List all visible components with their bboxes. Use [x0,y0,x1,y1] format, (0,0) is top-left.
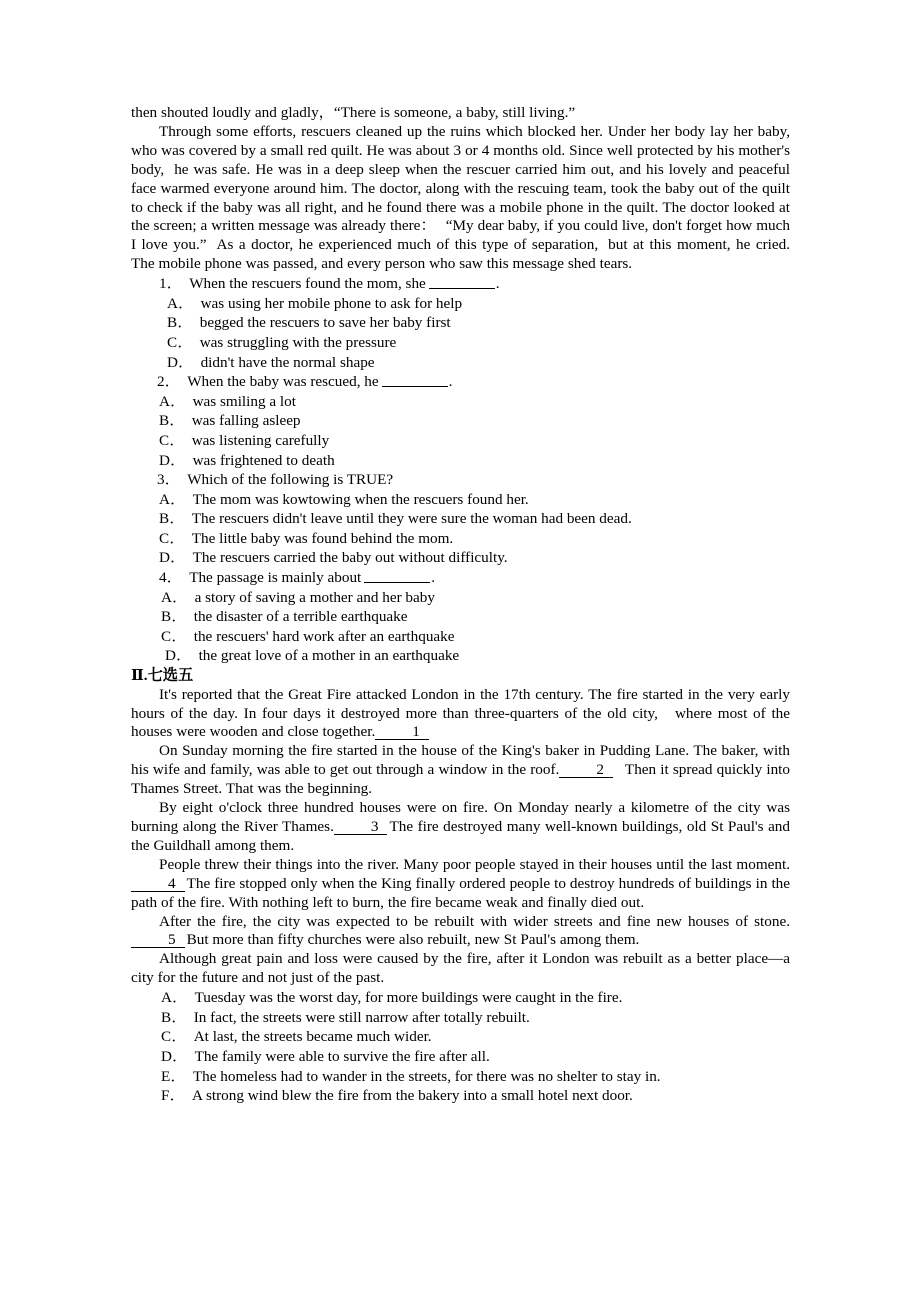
fire-paragraph-4 [131,856,790,913]
fire-p4-part2: The fire stopped only when the King finally ordered people to destroy hundreds of buildings in the path of the fire. With nothing left to burn, the fire became weak and finally died out. [131,874,790,911]
option-label: B． [159,412,185,430]
fire-paragraph-3 [131,799,790,856]
option-label: D． [161,1047,188,1065]
fire-paragraph-6 [131,950,790,988]
option-label: B． [161,608,187,626]
question-3-number: 3． [157,471,181,489]
section-two-option-b[interactable] [131,1008,790,1028]
question-4-option-b[interactable] [131,607,790,627]
question-4-option-c[interactable] [131,627,790,647]
passage-paragraph-2 [131,123,790,274]
option-text: was struggling with the pressure [199,333,397,351]
section-two-option-d[interactable] [131,1047,790,1067]
fire-p6-text: Although great pain and loss were caused by the fire, after it London was rebuilt as a better place—a city for the future and not just of the past. [131,950,790,987]
question-4-number: 4． [159,569,183,587]
option-text: At last, the streets became much wider. [193,1028,432,1046]
question-4-option-a[interactable] [131,588,790,608]
option-text: The homeless had to wander in the streets, for there was no shelter to stay in. [192,1067,661,1085]
option-text: begged the rescuers to save her baby first [199,314,451,332]
passage-p2-part3: As a doctor, he experienced much of this type of separation, [216,236,599,254]
section-two-heading: Ⅱ.七选五 [131,667,194,685]
question-3-option-d[interactable] [131,548,790,568]
fire-blank-3[interactable]: 3 [334,819,388,835]
section-two-option-a[interactable] [131,988,790,1008]
question-3-text: Which of the following is TRUE? [187,471,394,489]
passage-continuation-text: then shouted loudly and gladly，“There is someone, a baby, still living.” [131,104,576,121]
passage-p2-part2: he was safe. He was in a deep sleep when the rescuer carried him out, and his lovely and peaceful face warmed everyone around him. The doctor, along with the rescuing team, took the baby out of the quilt to check if the baby was all right, and he found there was a mobile phone in the quilt. The doctor looked at the screen; a written message was already there： [131,160,790,235]
fire-paragraph-1 [131,686,790,743]
question-1-stem [131,274,790,294]
question-4-stem [131,568,790,588]
fire-p3-part1: By eight o'clock three hundred houses were on fire. On Monday nearly a kilometre of the city was burning along the River Thames. [131,799,790,835]
question-2-answer-blank[interactable] [382,374,448,387]
question-3-stem [131,470,790,490]
option-text: The little baby was found behind the mom. [191,529,454,547]
question-1-option-c[interactable] [131,333,790,353]
option-text: a story of saving a mother and her baby [194,588,435,606]
fire-p4-part1: People threw their things into the river. Many poor people stayed in their houses until the last moment. [159,855,790,873]
fire-blank-2[interactable]: 2 [559,762,613,778]
question-2-option-a[interactable] [131,392,790,412]
option-label: A． [161,588,188,606]
option-label: D． [165,647,192,665]
passage-p2-quote: “My dear baby, if you could live, don't forget how much I love you.” [131,217,790,254]
option-text: The rescuers carried the baby out without difficulty. [192,549,508,567]
option-text: The mom was kowtowing when the rescuers found her. [192,490,529,508]
option-label: B． [159,510,185,528]
option-text: was listening carefully [191,431,330,449]
question-1-text: When the rescuers found the mom, she [189,275,426,293]
question-3-option-a[interactable] [131,490,790,510]
option-label: A． [167,294,194,312]
fire-p2-part2: Then it spread quickly into Thames Street. That was the beginning. [131,761,790,798]
option-label: C． [161,627,187,645]
section-two-option-f[interactable] [131,1086,790,1106]
option-text: A strong wind blew the fire from the bakery into a small hotel next door. [192,1087,633,1105]
question-1-option-d[interactable] [131,353,790,373]
option-text: was smiling a lot [192,392,296,410]
option-label: B． [167,314,193,332]
fire-blank-5[interactable]: 5 [131,932,185,948]
option-label: A． [159,392,186,410]
question-2-stem [131,372,790,392]
fire-paragraph-5 [131,913,790,951]
question-4-text: The passage is mainly about [189,569,362,587]
passage-p2-part1: Through some efforts, rescuers cleaned up the ruins which blocked her. Under her body lay her baby, who was covered by a small red quilt. He was about 3 or 4 months old. Since well protected by his mother's body, [131,122,790,178]
question-1-stem-end: . [495,275,500,293]
fire-p2-part1: On Sunday morning the fire started in the house of the King's baker in Pudding Lane. The baker, with his wife and family, was able to get out through a window in the roof. [131,742,790,779]
fire-blank-1[interactable]: 1 [375,724,429,740]
question-2-option-c[interactable] [131,431,790,451]
option-label: A． [161,989,188,1007]
question-1-answer-blank[interactable] [429,276,495,289]
option-text: was falling asleep [191,412,301,430]
option-text: the disaster of a terrible earthquake [193,608,408,626]
fire-p3-part2: The fire destroyed many well-known buildings, old St Paul's and the Guildhall among them. [131,817,790,854]
question-2-text: When the baby was rescued, he [187,373,379,391]
fire-p5-part1: After the fire, the city was expected to be rebuilt with wider streets and fine new houses of stone. [159,912,790,930]
option-label: F． [161,1087,186,1105]
question-4-stem-end: . [431,569,436,587]
question-4-answer-blank[interactable] [364,570,430,583]
option-label: C． [159,529,185,547]
question-1-number: 1． [159,275,183,293]
option-text: In fact, the streets were still narrow after totally rebuilt. [193,1008,530,1026]
section-two-option-c[interactable] [131,1027,790,1047]
option-text: the rescuers' hard work after an earthquake [193,627,455,645]
question-2-number: 2． [157,373,181,391]
option-text: the great love of a mother in an earthquake [198,647,460,665]
section-two-option-e[interactable] [131,1067,790,1087]
option-label: B． [161,1008,187,1026]
option-text: was frightened to death [192,451,335,469]
question-3-option-b[interactable] [131,509,790,529]
fire-p1-part1: It's reported that the Great Fire attacked London in the 17th century. The fire started in the very early hours of the day. In four days it destroyed more than three-quarters of the old city, [131,685,790,722]
option-text: didn't have the normal shape [200,353,375,371]
question-1-option-b[interactable] [131,313,790,333]
question-2-option-d[interactable] [131,451,790,471]
fire-paragraph-2 [131,742,790,799]
option-label: C． [167,333,193,351]
option-text: Tuesday was the worst day, for more buildings were caught in the fire. [194,989,623,1007]
option-text: was using her mobile phone to ask for help [200,294,463,312]
option-label: A． [159,490,186,508]
question-3-option-c[interactable] [131,529,790,549]
question-2-option-b[interactable] [131,411,790,431]
question-4-option-d[interactable] [131,646,790,666]
fire-p1-part2: where most of the houses were wooden and close together. [131,704,790,741]
fire-blank-4[interactable]: 4 [131,876,185,892]
passage-continuation-line [131,104,790,123]
option-label: D． [167,353,194,371]
option-label: C． [159,431,185,449]
option-text: The family were able to survive the fire after all. [194,1047,490,1065]
passage-p2-part4: but at this moment, he cried. The mobile phone was passed, and every person who saw this message shed tears. [131,236,790,273]
option-label: D． [159,451,186,469]
question-2-stem-end: . [448,373,453,391]
option-label: E． [161,1067,186,1085]
option-text: The rescuers didn't leave until they were sure the woman had been dead. [191,510,632,528]
fire-p5-part2: But more than fifty churches were also rebuilt, new St Paul's among them. [186,931,640,949]
question-1-option-a[interactable] [131,294,790,314]
option-label: D． [159,549,186,567]
option-label: C． [161,1028,187,1046]
content-column [131,104,790,1106]
